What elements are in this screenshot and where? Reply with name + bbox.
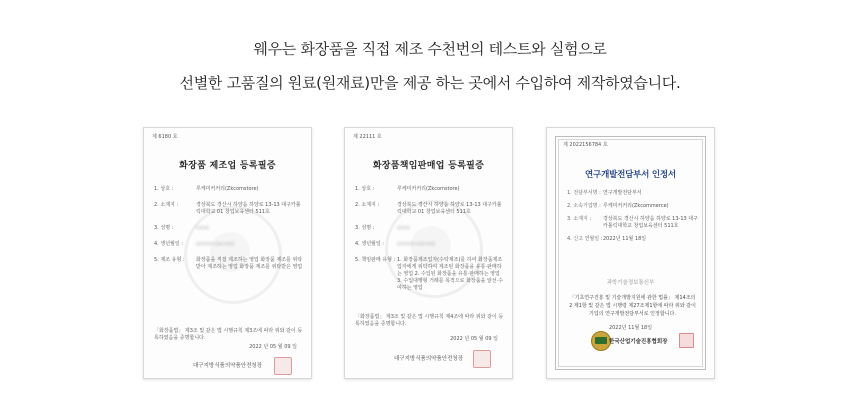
document-date: 2022 년 05 월 09 일 <box>450 336 498 342</box>
field-value: 경상북도 경산시 하양읍 하양로 13-13 대구카톨릭대학교 창업보육센터 511호 <box>603 216 698 229</box>
official-stamp <box>274 357 292 375</box>
field-row <box>567 216 700 230</box>
field-label: 2. 소재지 : <box>355 202 380 208</box>
field-label: 4. 생년월일 : <box>355 241 384 247</box>
document-notice: 「화장품법」 제3조 및 같은 법 시행규칙 제4조에 따라 위와 같이 등록하였음을 증명합니다. <box>355 314 504 327</box>
document-date: 2022 년 05 월 09 일 <box>249 344 297 350</box>
document-fields <box>355 186 504 301</box>
field-row <box>355 186 504 193</box>
certificate-ministry: 과학기술정보통신부 <box>606 280 655 286</box>
document-number: 제 22111 호 <box>353 134 382 140</box>
field-label: 5. 제조 유형 : <box>154 257 185 263</box>
field-row <box>154 202 303 216</box>
field-row <box>567 236 700 243</box>
field-row <box>355 225 504 232</box>
field-value: 연구개발전담부서 <box>603 190 642 196</box>
field-value: 2022년 11월 18일 <box>603 236 647 242</box>
logo-emblem <box>595 337 607 344</box>
field-row <box>154 186 303 193</box>
field-row <box>355 257 504 292</box>
registration-certificate-manufacturing <box>143 127 312 379</box>
certificate-issuer: 한국산업기술진흥협회장 <box>609 339 668 345</box>
field-value: 경상북도 경산시 하양읍 하양로 13-13 대구카톨릭대학교 01 창업보육센터 511호 <box>397 202 502 215</box>
field-row <box>355 202 504 216</box>
field-label: 3. 성명 : <box>154 225 174 231</box>
field-label: 4. 신고 연월일 : <box>567 236 603 242</box>
field-label: 2. 소속기업명 : <box>567 203 601 209</box>
field-value-redacted: ○○○ <box>196 225 210 231</box>
intro-line-1: 웨우는 화장품을 직접 제조 수천번의 테스트와 실험으로 <box>253 40 607 58</box>
document-issuer: 대구지방식품의약품안전청장 <box>192 363 263 369</box>
certificate-fields <box>567 190 700 249</box>
field-label: 2. 소재지 : <box>154 202 179 208</box>
certificate-number: 제 2022156784 호 <box>563 142 608 148</box>
rnd-department-certificate <box>546 127 715 379</box>
certificate-date: 2022년 11월 18일 <box>608 325 653 331</box>
field-value-redacted: ○○○○-○○-○○ <box>397 241 436 247</box>
document-number: 제 6180 호 <box>152 134 178 140</box>
certificate-body: 「기초연구진흥 및 기술개발지원에 관한 법률」 제14조의2 제1항 및 같은 법 시행령 제27조제1항에 따라 위와 같이 기업의 연구개발전담부서로 인정합니다. <box>569 295 696 317</box>
field-label: 1. 상호 : <box>355 186 375 192</box>
official-stamp <box>679 333 694 348</box>
field-label: 5. 책임판매 유형 : <box>355 257 396 263</box>
field-value: 루케미커커리(Zkcomstore) <box>196 186 259 192</box>
field-value: 1. 화장품제조업자(수탁제조)를 하여 화장품제조업자에게 위탁하여 제조된 화장품을 유통·판매하는 영업 2. 수입된 화장품을 유통·판매하는 영업 3. 수입대행형 거래를 목적으로 화장품을 알선·수여하는 영업 <box>397 257 504 291</box>
field-label: 1. 상호 : <box>154 186 174 192</box>
document-title: 화장품책임판매업 등록필증 <box>372 161 485 171</box>
field-value-redacted: ○○○ <box>397 225 411 231</box>
field-value-redacted: ○○○○-○○-○○ <box>196 241 235 247</box>
document-title: 화장품 제조업 등록필증 <box>179 161 276 171</box>
field-row <box>154 257 303 271</box>
intro-line-2: 선별한 고품질의 원료(원재료)만을 제공 하는 곳에서 수입하여 제작하였습니다. <box>179 74 681 92</box>
field-label: 1. 전담부서명 : <box>567 190 601 196</box>
field-label: 4. 생년월일 : <box>154 241 183 247</box>
document-notice: 「화장품법」 제3조 및 같은 법 시행규칙 제3조에 따라 위와 같이 등록하였음을 증명합니다. <box>154 328 303 341</box>
field-label: 3. 성명 : <box>355 225 375 231</box>
field-row <box>567 203 700 210</box>
field-row <box>355 241 504 248</box>
document-fields <box>154 186 303 280</box>
field-label: 3. 소재지 : <box>567 216 592 222</box>
intro-text <box>0 32 860 100</box>
official-stamp <box>473 350 491 368</box>
field-row <box>154 241 303 248</box>
field-value: 루케미커커리(Zkcommerce) <box>603 203 669 209</box>
certificate-title: 연구개발전담부서 인정서 <box>585 170 676 180</box>
field-value: 화장품을 직접 제조하는 영업 화장품 제조를 위탁받아 제조하는 영업 화장품 제조를 위탁받은 영업 <box>196 257 303 270</box>
field-value: 루케미커커리(Zkcomstore) <box>397 186 460 192</box>
field-row <box>567 190 700 197</box>
registration-certificate-distribution <box>344 127 513 379</box>
document-issuer: 대구지방식품의약품안전청장 <box>393 356 464 362</box>
field-row <box>154 225 303 232</box>
association-logo-icon <box>591 331 611 351</box>
field-value: 경상북도 경산시 하양읍 하양로 13-13 대구카톨릭대학교 01 창업보육센터 511호 <box>196 202 301 215</box>
